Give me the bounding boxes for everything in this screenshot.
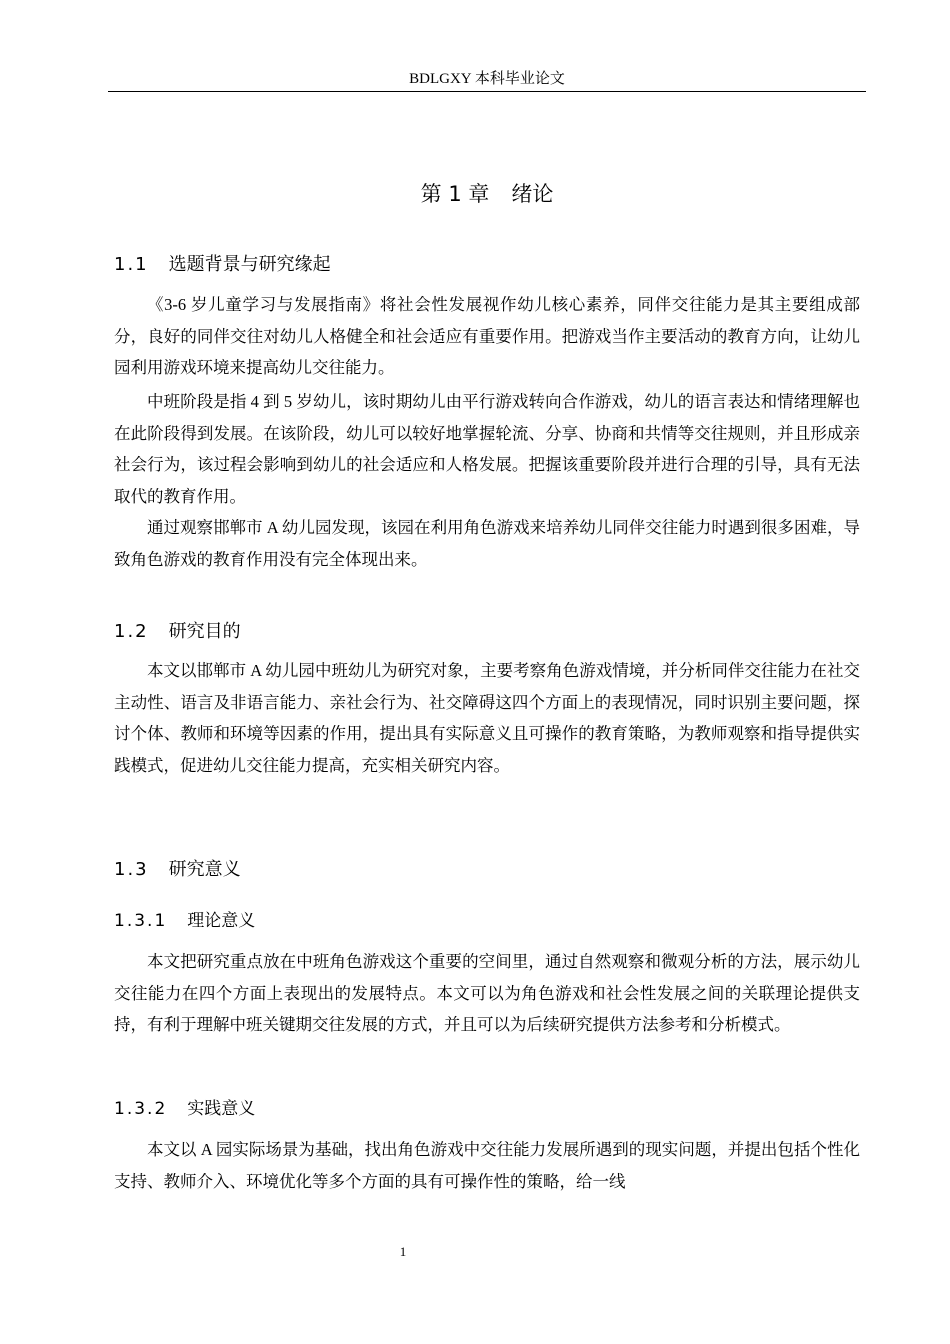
paragraph: 本文以 A 园实际场景为基础，找出角色游戏中交往能力发展所遇到的现实问题，并提出包括个性化支持、教师介入、环境优化等多个方面的具有可操作性的策略，给一线 bbox=[114, 1140, 860, 1191]
section-heading-1-3 bbox=[114, 858, 241, 882]
subsection-number: 1.3.1 bbox=[114, 911, 168, 931]
paragraph: 本文以邯郸市 A 幼儿园中班幼儿为研究对象，主要考察角色游戏情境，并分析同伴交往能力在社交主动性、语言及非语言能力、亲社会行为、社交障碍这四个方面上的表现情况，同时识别主要问题，探讨个体、教师和环境等因素的作用，提出具有实际意义且可操作的教育策略，为教师观察和指导提供实践模式，促进幼儿交往能力提高，充实相关研究内容。 bbox=[114, 661, 860, 775]
subsection-title: 理论意义 bbox=[187, 911, 256, 931]
paragraph: 本文把研究重点放在中班角色游戏这个重要的空间里，通过自然观察和微观分析的方法，展示幼儿交往能力在四个方面上表现出的发展特点。本文可以为角色游戏和社会性发展之间的关联理论提供支持，有利于理解中班关键期交往发展的方式，并且可以为后续研究提供方法参考和分析模式。 bbox=[114, 952, 860, 1035]
paragraph: 通过观察邯郸市 A 幼儿园发现，该园在利用角色游戏来培养幼儿同伴交往能力时遇到很多困难，导致角色游戏的教育作用没有完全体现出来。 bbox=[114, 518, 860, 569]
subsection-title: 实践意义 bbox=[187, 1099, 256, 1119]
section-title: 选题背景与研究缘起 bbox=[168, 254, 331, 275]
subsection-heading-1-3-2 bbox=[114, 1097, 255, 1121]
subsection-number: 1.3.2 bbox=[114, 1099, 168, 1119]
section-title: 研究意义 bbox=[168, 859, 241, 880]
page-number: 1 bbox=[399, 1244, 407, 1259]
paragraph: 《3-6 岁儿童学习与发展指南》将社会性发展视作幼儿核心素养，同伴交往能力是其主要组成部分，良好的同伴交往对幼儿人格健全和社会适应有重要作用。把游戏当作主要活动的教育方向，让幼儿园利用游戏环境来提高幼儿交往能力。 bbox=[114, 295, 860, 378]
section-heading-1-2 bbox=[114, 620, 241, 644]
chapter-name: 绪论 bbox=[511, 182, 554, 206]
running-header: BDLGXY 本科毕业论文 bbox=[409, 71, 565, 87]
section-title: 研究目的 bbox=[168, 621, 241, 642]
chapter-number: 第 1 章 bbox=[420, 182, 490, 206]
section-heading-1-1 bbox=[114, 253, 331, 277]
subsection-heading-1-3-1 bbox=[114, 909, 255, 933]
section-number: 1.2 bbox=[114, 621, 149, 642]
header-rule bbox=[108, 91, 866, 92]
chapter-title bbox=[108, 180, 866, 208]
section-number: 1.1 bbox=[114, 254, 149, 275]
paragraph: 中班阶段是指 4 到 5 岁幼儿，该时期幼儿由平行游戏转向合作游戏，幼儿的语言表达和情绪理解也在此阶段得到发展。在该阶段，幼儿可以较好地掌握轮流、分享、协商和共情等交往规则，并且形成亲社会行为，该过程会影响到幼儿的社会适应和人格发展。把握该重要阶段并进行合理的引导，具有无法取代的教育作用。 bbox=[114, 392, 860, 506]
section-number: 1.3 bbox=[114, 859, 149, 880]
